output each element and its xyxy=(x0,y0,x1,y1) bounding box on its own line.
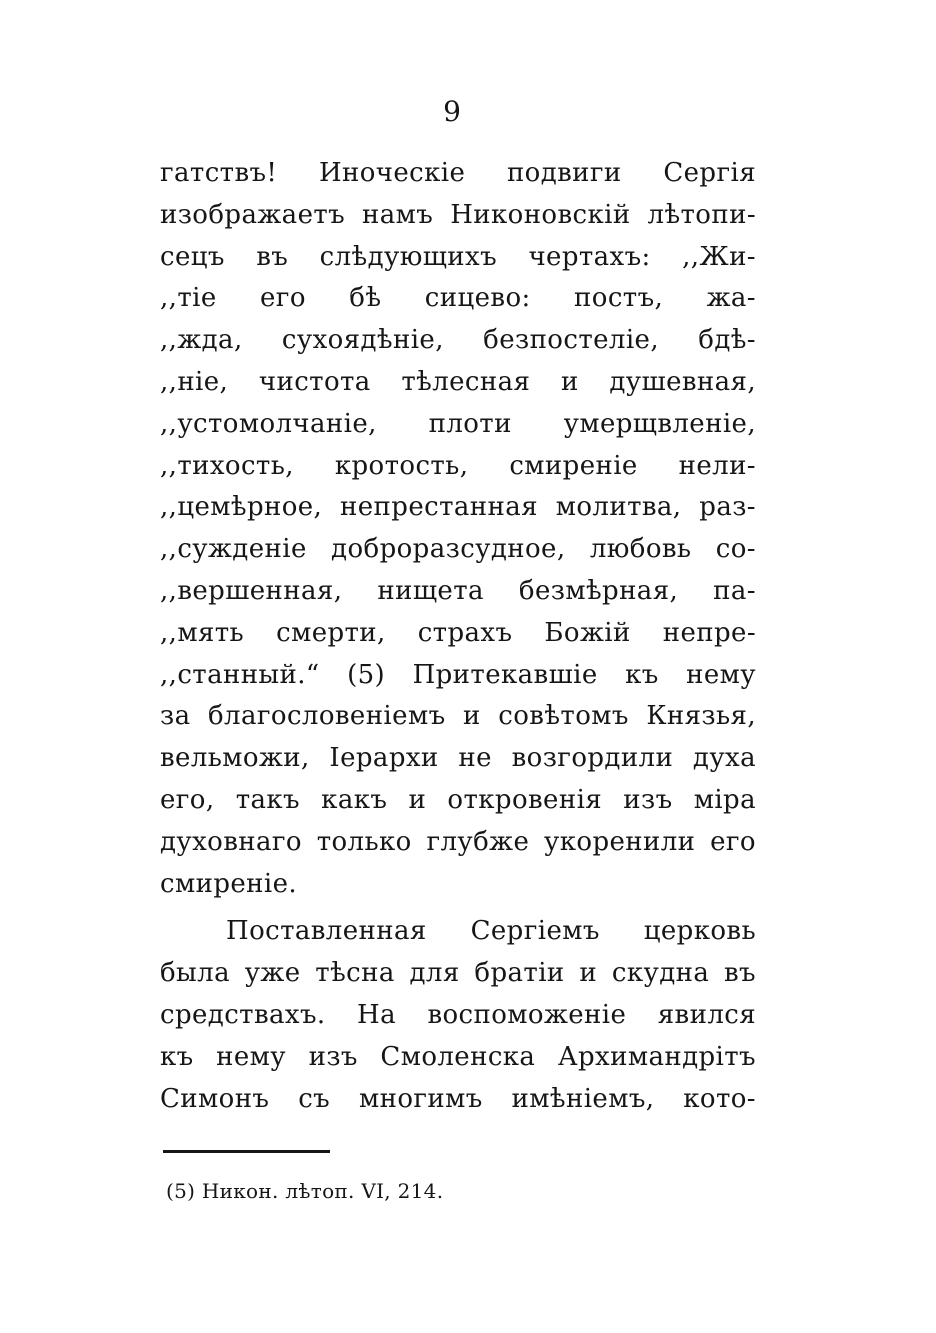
text-line: Поставленная Сергіемъ церковь xyxy=(226,916,756,947)
text-line: гатствъ! Иноческіе подвиги Сергія xyxy=(160,158,756,188)
text-line: вельможи, Іерархи не возгордили духа xyxy=(160,743,756,774)
page-number: 9 xyxy=(443,95,461,128)
paragraph-2 xyxy=(160,911,756,1120)
body-text xyxy=(160,153,756,1120)
text-line: его, такъ какъ и откровенія изъ міра xyxy=(160,784,756,815)
text-line: ,,устомолчаніе, плоти умерщвленіе, xyxy=(160,408,756,439)
text-line: была уже тѣсна для братіи и скудна въ xyxy=(160,958,756,989)
text-line: ,,жда, сухоядѣніе, безпостеліе, бдѣ- xyxy=(160,325,756,356)
footnote-separator xyxy=(163,1150,330,1153)
text-line: ,,тіе его бѣ сицево: постъ, жа- xyxy=(160,283,756,314)
text-line: ,,вершенная, нищета безмѣрная, па- xyxy=(160,575,756,606)
footnote: (5) Никон. лѣтоп. VI, 214. xyxy=(166,1179,444,1203)
text-line: ,,мять смерти, страхъ Божій непре- xyxy=(160,617,756,648)
text-line: смиреніе. xyxy=(160,868,298,899)
text-line: духовнаго только глубже укоренили его xyxy=(160,826,756,857)
paragraph-1 xyxy=(160,153,756,905)
text-line: къ нему изъ Смоленска Архимандрітъ xyxy=(160,1041,756,1072)
text-line: средствахъ. На воспоможеніе явился xyxy=(160,999,756,1030)
text-line: ,,тихость, кротость, смиреніе нели- xyxy=(160,450,756,481)
text-line: ,,сужденіе доброразсудное, любовь со- xyxy=(160,534,756,565)
text-line: ,,ніе, чистота тѣлесная и душевная, xyxy=(160,366,756,397)
text-line: ,,станный.“ (5) Притекавшіе къ нему xyxy=(160,659,756,690)
text-line: Симонъ съ многимъ имѣніемъ, кото- xyxy=(160,1083,756,1114)
text-line: изображаетъ намъ Никоновскій лѣтопи- xyxy=(160,199,756,230)
text-line: сецъ въ слѣдующихъ чертахъ: ,,Жи- xyxy=(160,241,756,272)
text-line: ,,цемѣрное, непрестанная молитва, раз- xyxy=(160,492,756,523)
text-line: за благословеніемъ и совѣтомъ Князья, xyxy=(160,701,756,732)
